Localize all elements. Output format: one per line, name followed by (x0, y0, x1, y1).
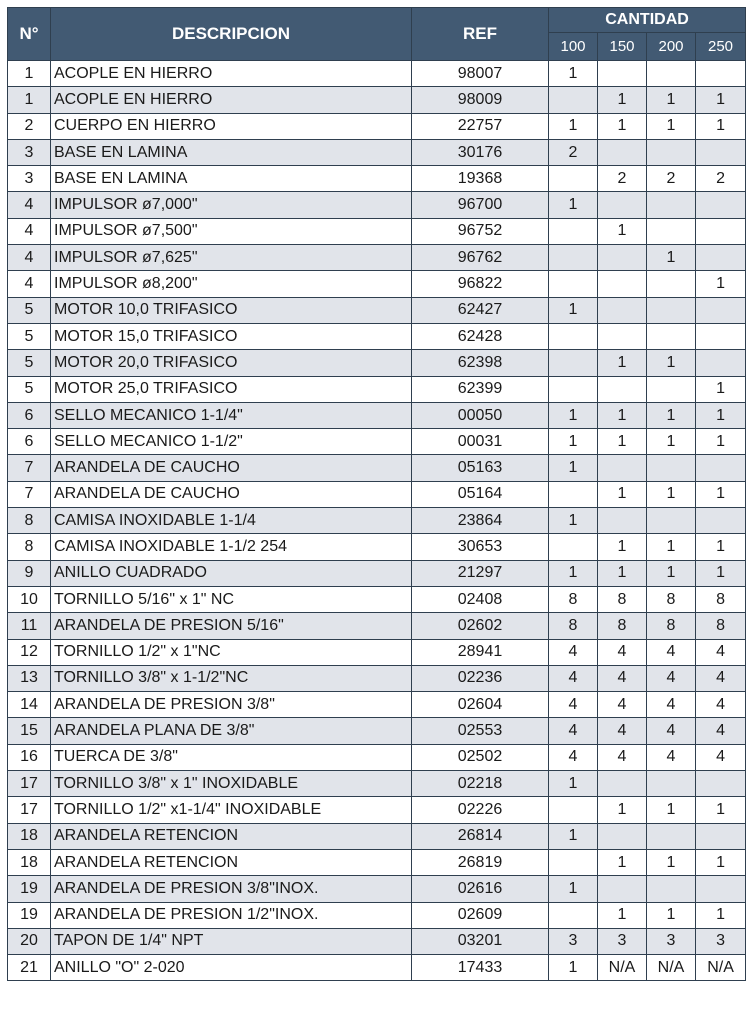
cell-qty-100: 1 (549, 297, 598, 323)
cell-number: 17 (8, 797, 51, 823)
cell-qty-150 (598, 455, 647, 481)
cell-description: ARANDELA DE PRESION 1/2"INOX. (51, 902, 412, 928)
cell-qty-250: 1 (696, 113, 746, 139)
cell-description: BASE EN LAMINA (51, 139, 412, 165)
cell-qty-200: 4 (647, 639, 696, 665)
cell-description: TAPON DE 1/4" NPT (51, 928, 412, 954)
table-row (8, 87, 746, 113)
cell-qty-100: 4 (549, 692, 598, 718)
cell-qty-100: 2 (549, 139, 598, 165)
cell-qty-150 (598, 823, 647, 849)
table-row (8, 61, 746, 87)
cell-qty-200 (647, 823, 696, 849)
cell-qty-200: 1 (647, 87, 696, 113)
cell-qty-200: 1 (647, 849, 696, 875)
cell-qty-100 (549, 271, 598, 297)
cell-qty-250: 1 (696, 402, 746, 428)
table-row (8, 166, 746, 192)
table-row (8, 744, 746, 770)
table-row (8, 797, 746, 823)
cell-description: TORNILLO 3/8" x 1-1/2"NC (51, 665, 412, 691)
cell-number: 15 (8, 718, 51, 744)
cell-qty-250 (696, 823, 746, 849)
cell-qty-200 (647, 139, 696, 165)
cell-qty-150 (598, 508, 647, 534)
cell-number: 19 (8, 902, 51, 928)
table-row (8, 849, 746, 875)
cell-description: TORNILLO 1/2" x 1"NC (51, 639, 412, 665)
cell-description: IMPULSOR ø8,200" (51, 271, 412, 297)
cell-ref: 96700 (412, 192, 549, 218)
cell-number: 6 (8, 402, 51, 428)
cell-qty-200: 1 (647, 902, 696, 928)
cell-number: 5 (8, 323, 51, 349)
cell-description: ARANDELA DE CAUCHO (51, 481, 412, 507)
cell-ref: 98009 (412, 87, 549, 113)
cell-ref: 62398 (412, 350, 549, 376)
cell-number: 4 (8, 218, 51, 244)
cell-ref: 26814 (412, 823, 549, 849)
table-row (8, 928, 746, 954)
cell-description: ANILLO "O" 2-020 (51, 955, 412, 981)
cell-ref: 03201 (412, 928, 549, 954)
cell-qty-200 (647, 876, 696, 902)
cell-qty-250: 1 (696, 560, 746, 586)
cell-qty-150: 1 (598, 849, 647, 875)
cell-qty-250: 1 (696, 271, 746, 297)
cell-qty-200: 4 (647, 692, 696, 718)
cell-qty-150 (598, 771, 647, 797)
cell-description: CAMISA INOXIDABLE 1-1/2 254 (51, 534, 412, 560)
cell-ref: 02609 (412, 902, 549, 928)
cell-qty-100: 8 (549, 586, 598, 612)
cell-qty-250 (696, 771, 746, 797)
cell-qty-100: 1 (549, 192, 598, 218)
cell-qty-250: 4 (696, 665, 746, 691)
cell-qty-150 (598, 245, 647, 271)
cell-ref: 02408 (412, 586, 549, 612)
cell-ref: 02616 (412, 876, 549, 902)
cell-description: IMPULSOR ø7,500" (51, 218, 412, 244)
cell-ref: 00031 (412, 429, 549, 455)
cell-qty-100 (549, 245, 598, 271)
table-row (8, 823, 746, 849)
cell-qty-150: 1 (598, 218, 647, 244)
table-header (8, 8, 746, 61)
cell-qty-150 (598, 876, 647, 902)
table-row (8, 218, 746, 244)
cell-qty-250: 4 (696, 639, 746, 665)
cell-qty-100 (549, 849, 598, 875)
cell-ref: 02236 (412, 665, 549, 691)
table-row (8, 376, 746, 402)
cell-qty-250: 1 (696, 376, 746, 402)
cell-qty-200: 1 (647, 481, 696, 507)
cell-qty-250: 2 (696, 166, 746, 192)
col-header-ref: REF (412, 8, 549, 61)
table-row (8, 718, 746, 744)
cell-number: 5 (8, 350, 51, 376)
cell-qty-200: 8 (647, 613, 696, 639)
table-row (8, 350, 746, 376)
table-row (8, 586, 746, 612)
cell-qty-150: 1 (598, 534, 647, 560)
cell-description: MOTOR 15,0 TRIFASICO (51, 323, 412, 349)
cell-qty-200: 1 (647, 402, 696, 428)
cell-ref: 00050 (412, 402, 549, 428)
cell-qty-100: 1 (549, 402, 598, 428)
cell-ref: 28941 (412, 639, 549, 665)
cell-qty-100: 4 (549, 718, 598, 744)
cell-qty-200: 4 (647, 718, 696, 744)
cell-qty-150: 4 (598, 718, 647, 744)
cell-number: 13 (8, 665, 51, 691)
cell-qty-200: 4 (647, 665, 696, 691)
cell-ref: 22757 (412, 113, 549, 139)
cell-qty-100: 1 (549, 771, 598, 797)
cell-qty-100: 1 (549, 455, 598, 481)
col-header-size-150: 150 (598, 32, 647, 60)
cell-qty-250: 1 (696, 534, 746, 560)
cell-qty-250 (696, 323, 746, 349)
cell-ref: 17433 (412, 955, 549, 981)
cell-qty-150: 4 (598, 665, 647, 691)
table-row (8, 245, 746, 271)
cell-qty-200: 1 (647, 797, 696, 823)
cell-number: 11 (8, 613, 51, 639)
cell-qty-150: 8 (598, 613, 647, 639)
cell-ref: 05163 (412, 455, 549, 481)
cell-qty-100 (549, 166, 598, 192)
cell-number: 3 (8, 166, 51, 192)
cell-qty-250: 1 (696, 849, 746, 875)
cell-qty-250: 3 (696, 928, 746, 954)
col-header-size-250: 250 (696, 32, 746, 60)
table-row (8, 534, 746, 560)
cell-number: 7 (8, 481, 51, 507)
cell-qty-100 (549, 323, 598, 349)
cell-qty-150 (598, 323, 647, 349)
cell-number: 4 (8, 271, 51, 297)
cell-qty-100: 1 (549, 560, 598, 586)
cell-number: 14 (8, 692, 51, 718)
cell-qty-100: 1 (549, 823, 598, 849)
cell-ref: 62428 (412, 323, 549, 349)
cell-ref: 62399 (412, 376, 549, 402)
cell-qty-200: 4 (647, 744, 696, 770)
cell-qty-150: 1 (598, 402, 647, 428)
cell-qty-200 (647, 771, 696, 797)
cell-qty-200 (647, 455, 696, 481)
cell-ref: 96762 (412, 245, 549, 271)
table-row (8, 613, 746, 639)
cell-ref: 98007 (412, 61, 549, 87)
cell-qty-100 (549, 376, 598, 402)
table-body (8, 61, 746, 981)
cell-ref: 02218 (412, 771, 549, 797)
cell-description: SELLO MECANICO 1-1/2" (51, 429, 412, 455)
table-row (8, 323, 746, 349)
table-row (8, 481, 746, 507)
cell-description: TORNILLO 5/16" x 1" NC (51, 586, 412, 612)
cell-qty-250 (696, 61, 746, 87)
cell-description: TORNILLO 3/8" x 1" INOXIDABLE (51, 771, 412, 797)
table-row (8, 192, 746, 218)
cell-qty-250: N/A (696, 955, 746, 981)
cell-number: 17 (8, 771, 51, 797)
cell-number: 2 (8, 113, 51, 139)
cell-qty-250 (696, 139, 746, 165)
cell-qty-100: 1 (549, 113, 598, 139)
cell-qty-100 (549, 218, 598, 244)
cell-qty-150: 1 (598, 429, 647, 455)
cell-description: MOTOR 10,0 TRIFASICO (51, 297, 412, 323)
cell-qty-150: 1 (598, 113, 647, 139)
table-row (8, 271, 746, 297)
cell-number: 10 (8, 586, 51, 612)
cell-ref: 02553 (412, 718, 549, 744)
table-row (8, 876, 746, 902)
cell-qty-200: 1 (647, 534, 696, 560)
table-row (8, 508, 746, 534)
cell-ref: 19368 (412, 166, 549, 192)
cell-qty-150: 2 (598, 166, 647, 192)
cell-description: CAMISA INOXIDABLE 1-1/4 (51, 508, 412, 534)
cell-description: SELLO MECANICO 1-1/4" (51, 402, 412, 428)
cell-number: 8 (8, 534, 51, 560)
cell-description: MOTOR 25,0 TRIFASICO (51, 376, 412, 402)
cell-description: IMPULSOR ø7,625" (51, 245, 412, 271)
col-header-description: DESCRIPCION (51, 8, 412, 61)
table-row (8, 139, 746, 165)
cell-qty-150: 1 (598, 87, 647, 113)
cell-qty-100 (549, 481, 598, 507)
cell-number: 5 (8, 376, 51, 402)
table-row (8, 771, 746, 797)
cell-ref: 05164 (412, 481, 549, 507)
cell-qty-100 (549, 902, 598, 928)
table-row (8, 455, 746, 481)
cell-description: MOTOR 20,0 TRIFASICO (51, 350, 412, 376)
cell-description: ACOPLE EN HIERRO (51, 87, 412, 113)
cell-qty-200: 2 (647, 166, 696, 192)
cell-description: ANILLO CUADRADO (51, 560, 412, 586)
cell-description: IMPULSOR ø7,000" (51, 192, 412, 218)
cell-ref: 62427 (412, 297, 549, 323)
cell-qty-200 (647, 297, 696, 323)
cell-ref: 96752 (412, 218, 549, 244)
cell-qty-200 (647, 218, 696, 244)
col-header-size-100: 100 (549, 32, 598, 60)
table-row (8, 429, 746, 455)
cell-qty-200: N/A (647, 955, 696, 981)
cell-qty-150 (598, 297, 647, 323)
cell-qty-100: 1 (549, 61, 598, 87)
cell-description: ACOPLE EN HIERRO (51, 61, 412, 87)
cell-qty-150 (598, 192, 647, 218)
cell-qty-250 (696, 350, 746, 376)
col-header-cantidad: CANTIDAD (549, 8, 746, 33)
cell-ref: 02604 (412, 692, 549, 718)
table-row (8, 692, 746, 718)
cell-qty-250 (696, 455, 746, 481)
cell-ref: 30653 (412, 534, 549, 560)
cell-ref: 02502 (412, 744, 549, 770)
col-header-number: N° (8, 8, 51, 61)
cell-description: ARANDELA DE CAUCHO (51, 455, 412, 481)
cell-qty-250: 8 (696, 613, 746, 639)
cell-qty-100 (549, 87, 598, 113)
cell-qty-150: 3 (598, 928, 647, 954)
table-row (8, 955, 746, 981)
cell-number: 3 (8, 139, 51, 165)
table-row (8, 560, 746, 586)
cell-qty-100 (549, 350, 598, 376)
cell-qty-150 (598, 61, 647, 87)
cell-qty-100: 1 (549, 955, 598, 981)
cell-number: 9 (8, 560, 51, 586)
cell-qty-250 (696, 876, 746, 902)
cell-qty-100 (549, 534, 598, 560)
cell-number: 5 (8, 297, 51, 323)
cell-qty-100 (549, 797, 598, 823)
cell-qty-150: N/A (598, 955, 647, 981)
cell-qty-150: 1 (598, 350, 647, 376)
cell-qty-200 (647, 376, 696, 402)
cell-ref: 30176 (412, 139, 549, 165)
cell-qty-150 (598, 376, 647, 402)
cell-qty-250 (696, 245, 746, 271)
cell-ref: 21297 (412, 560, 549, 586)
cell-qty-100: 1 (549, 429, 598, 455)
cell-qty-200 (647, 508, 696, 534)
cell-ref: 23864 (412, 508, 549, 534)
cell-qty-150: 4 (598, 692, 647, 718)
cell-qty-150: 1 (598, 902, 647, 928)
cell-qty-250: 4 (696, 744, 746, 770)
cell-number: 1 (8, 61, 51, 87)
cell-description: ARANDELA RETENCION (51, 823, 412, 849)
cell-qty-150: 8 (598, 586, 647, 612)
cell-qty-250: 1 (696, 902, 746, 928)
cell-number: 20 (8, 928, 51, 954)
cell-qty-150: 1 (598, 797, 647, 823)
table-row (8, 665, 746, 691)
col-header-size-200: 200 (647, 32, 696, 60)
cell-qty-100: 3 (549, 928, 598, 954)
parts-table (7, 7, 746, 981)
cell-qty-250: 1 (696, 481, 746, 507)
cell-qty-150 (598, 139, 647, 165)
cell-qty-150: 4 (598, 639, 647, 665)
cell-number: 4 (8, 245, 51, 271)
cell-description: CUERPO EN HIERRO (51, 113, 412, 139)
cell-qty-100: 1 (549, 876, 598, 902)
table-row (8, 902, 746, 928)
cell-ref: 02226 (412, 797, 549, 823)
cell-qty-200 (647, 192, 696, 218)
cell-number: 7 (8, 455, 51, 481)
cell-qty-200: 1 (647, 350, 696, 376)
cell-qty-250: 1 (696, 429, 746, 455)
cell-description: ARANDELA DE PRESION 3/8" (51, 692, 412, 718)
cell-qty-100: 4 (549, 639, 598, 665)
table-row (8, 639, 746, 665)
cell-number: 6 (8, 429, 51, 455)
cell-qty-150 (598, 271, 647, 297)
cell-number: 8 (8, 508, 51, 534)
cell-description: ARANDELA DE PRESION 3/8"INOX. (51, 876, 412, 902)
cell-ref: 02602 (412, 613, 549, 639)
cell-description: ARANDELA DE PRESION 5/16" (51, 613, 412, 639)
cell-description: TUERCA DE 3/8" (51, 744, 412, 770)
table-row (8, 402, 746, 428)
cell-qty-150: 1 (598, 481, 647, 507)
cell-number: 19 (8, 876, 51, 902)
cell-qty-250 (696, 297, 746, 323)
cell-qty-250: 8 (696, 586, 746, 612)
cell-number: 16 (8, 744, 51, 770)
cell-number: 18 (8, 849, 51, 875)
cell-qty-150: 4 (598, 744, 647, 770)
cell-qty-250: 4 (696, 718, 746, 744)
cell-qty-200 (647, 271, 696, 297)
cell-qty-200 (647, 61, 696, 87)
cell-qty-200 (647, 323, 696, 349)
cell-number: 4 (8, 192, 51, 218)
cell-qty-250 (696, 192, 746, 218)
cell-description: ARANDELA RETENCION (51, 849, 412, 875)
cell-description: BASE EN LAMINA (51, 166, 412, 192)
cell-qty-200: 1 (647, 245, 696, 271)
cell-qty-100: 4 (549, 744, 598, 770)
cell-qty-100: 1 (549, 508, 598, 534)
cell-description: ARANDELA PLANA DE 3/8" (51, 718, 412, 744)
cell-qty-250: 1 (696, 797, 746, 823)
cell-qty-100: 8 (549, 613, 598, 639)
cell-ref: 26819 (412, 849, 549, 875)
cell-qty-100: 4 (549, 665, 598, 691)
table-row (8, 297, 746, 323)
cell-number: 21 (8, 955, 51, 981)
cell-qty-250 (696, 218, 746, 244)
cell-ref: 96822 (412, 271, 549, 297)
cell-number: 12 (8, 639, 51, 665)
cell-number: 1 (8, 87, 51, 113)
cell-qty-200: 1 (647, 429, 696, 455)
table-row (8, 113, 746, 139)
cell-qty-200: 3 (647, 928, 696, 954)
cell-qty-250: 1 (696, 87, 746, 113)
cell-qty-150: 1 (598, 560, 647, 586)
cell-qty-200: 8 (647, 586, 696, 612)
cell-description: TORNILLO 1/2" x1-1/4" INOXIDABLE (51, 797, 412, 823)
cell-qty-200: 1 (647, 560, 696, 586)
cell-qty-250: 4 (696, 692, 746, 718)
cell-number: 18 (8, 823, 51, 849)
cell-qty-200: 1 (647, 113, 696, 139)
cell-qty-250 (696, 508, 746, 534)
